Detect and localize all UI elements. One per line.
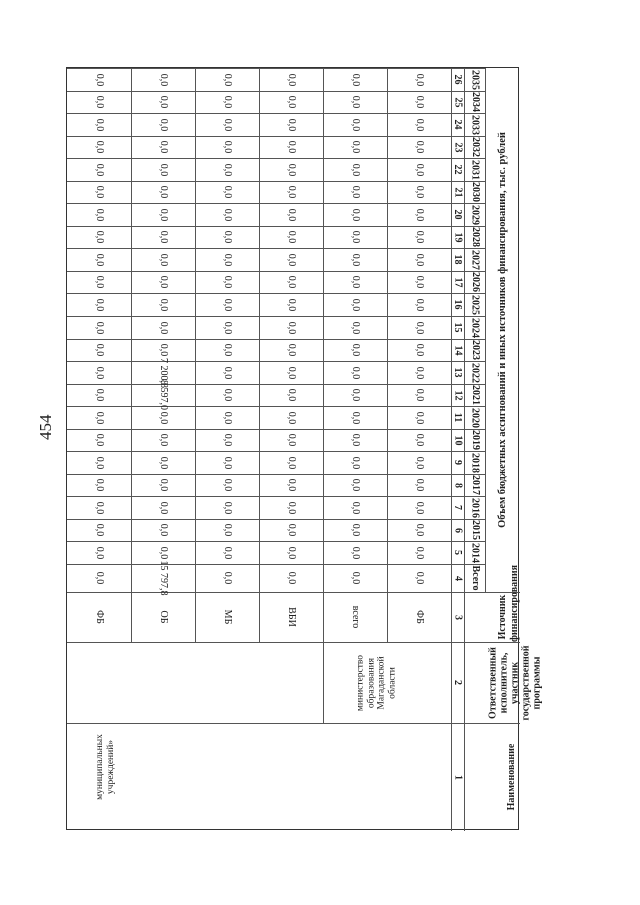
source-cell: МБ bbox=[222, 609, 233, 625]
value-cell: 0,0 bbox=[286, 433, 297, 447]
value-cell: 0,0 bbox=[158, 253, 169, 266]
year-label: 2035 bbox=[469, 69, 481, 90]
value-cell: 0,0 bbox=[286, 321, 297, 334]
value-cell: 0,0 bbox=[286, 523, 297, 537]
volume-title: Объем бюджетных ассигнований и иных источников финансирования, тыс. рублей bbox=[496, 132, 508, 528]
column-number: 11 bbox=[452, 412, 463, 423]
value-cell: 0,0 bbox=[286, 185, 297, 199]
column-number: 24 bbox=[452, 119, 463, 130]
value-cell: 0,0 bbox=[222, 366, 233, 379]
value-cell: 0,0 bbox=[222, 523, 233, 537]
value-cell: 0,0 bbox=[94, 366, 105, 379]
year-label: 2015 bbox=[469, 520, 481, 540]
value-cell: 0,0 bbox=[222, 163, 233, 176]
value-cell: 0,0 bbox=[414, 456, 425, 469]
value-cell: 0,0 bbox=[94, 185, 105, 199]
year-label: 2033 bbox=[469, 114, 481, 135]
total-cell: 0,0 bbox=[286, 571, 297, 585]
value-cell: 0,0 bbox=[414, 118, 425, 131]
column-number: 19 bbox=[452, 232, 463, 242]
value-cell: 0,0 bbox=[286, 411, 297, 424]
value-cell: 0,0 bbox=[94, 456, 105, 469]
value-cell: 0,0 bbox=[94, 388, 105, 402]
value-cell: 0,0 bbox=[222, 298, 233, 311]
value-cell: 0,0 bbox=[350, 140, 361, 154]
column-number: 25 bbox=[452, 97, 463, 107]
value-cell: 0,0 bbox=[350, 411, 361, 424]
column-number: 8 bbox=[452, 482, 463, 488]
value-cell: 0,0 bbox=[414, 546, 425, 559]
value-cell: 0,0 bbox=[158, 478, 169, 492]
value-cell: 0,0 bbox=[222, 230, 233, 244]
grid-line bbox=[323, 642, 324, 723]
column-number: 2 bbox=[452, 680, 463, 685]
value-cell: 0,0 bbox=[158, 343, 169, 357]
value-cell: 0,0 bbox=[350, 95, 361, 109]
value-cell: 0,0 bbox=[350, 321, 361, 334]
value-cell: 0,0 bbox=[222, 140, 233, 154]
value-cell: 0,0 bbox=[94, 95, 105, 109]
column-number: 12 bbox=[452, 390, 463, 400]
column-number: 13 bbox=[452, 367, 463, 378]
grid-line bbox=[485, 68, 486, 592]
year-label: 2022 bbox=[469, 362, 481, 383]
value-cell: 0,0 bbox=[414, 275, 425, 289]
year-label: 2026 bbox=[469, 272, 481, 292]
value-cell: 0,0 bbox=[286, 253, 297, 266]
total-cell: 0,0 bbox=[414, 571, 425, 585]
year-label: 2032 bbox=[469, 137, 481, 157]
column-number: 21 bbox=[452, 187, 463, 197]
value-cell: 0,0 bbox=[350, 298, 361, 311]
column-number: 16 bbox=[452, 299, 463, 310]
value-cell: 0,0 bbox=[350, 73, 361, 86]
value-cell: 0,0 bbox=[222, 95, 233, 109]
value-cell: 0,0 bbox=[158, 321, 169, 334]
value-cell: 0,0 bbox=[222, 253, 233, 266]
value-cell: 0,0 bbox=[350, 388, 361, 402]
year-label: 2028 bbox=[469, 227, 481, 247]
value-cell: 0,0 bbox=[158, 501, 169, 514]
total-cell: 0,0 bbox=[350, 571, 361, 585]
value-cell: 0,0 bbox=[286, 95, 297, 109]
value-cell: 0,0 bbox=[94, 118, 105, 131]
column-number: 4 bbox=[452, 575, 463, 581]
value-cell: 0,0 bbox=[286, 140, 297, 154]
value-cell: 0,0 bbox=[222, 546, 233, 559]
value-cell: 0,0 bbox=[286, 388, 297, 402]
value-cell: 0,0 bbox=[350, 230, 361, 244]
source-cell: ВБИ bbox=[286, 607, 297, 627]
value-cell: 0,0 bbox=[222, 73, 233, 86]
column-number: 7 bbox=[452, 505, 463, 510]
name-cell: муниципальных учреждений» bbox=[95, 734, 116, 800]
value-cell: 0,0 bbox=[94, 546, 105, 559]
value-cell: 0,0 bbox=[222, 118, 233, 131]
value-cell: 0,0 bbox=[158, 275, 169, 289]
value-cell: 0,0 bbox=[158, 185, 169, 199]
year-label: 2025 bbox=[469, 294, 481, 315]
total-cell: 0,0 bbox=[94, 571, 105, 585]
value-cell: 0,0 bbox=[158, 523, 169, 537]
name-header: Наименование bbox=[506, 743, 517, 811]
value-cell: 0,0 bbox=[94, 208, 105, 221]
year-label: 2034 bbox=[469, 92, 481, 112]
value-cell: 0,0 bbox=[350, 501, 361, 514]
value-cell: 0,0 bbox=[350, 118, 361, 131]
value-cell: 0,0 bbox=[414, 366, 425, 379]
grid-line bbox=[259, 68, 260, 642]
column-number: 14 bbox=[452, 345, 463, 355]
column-number: 18 bbox=[452, 254, 463, 265]
value-cell: 0,0 bbox=[350, 478, 361, 492]
value-cell: 0,0 bbox=[94, 275, 105, 289]
value-cell: 0,0 bbox=[94, 73, 105, 86]
value-cell: 0,0 bbox=[94, 523, 105, 537]
value-cell: 0,0 bbox=[286, 478, 297, 492]
year-label: 2021 bbox=[469, 385, 481, 405]
value-cell: 0,0 bbox=[222, 275, 233, 289]
executor-header: Ответственный исполнитель, участник государственной программы bbox=[487, 644, 542, 721]
value-cell: 0,0 bbox=[350, 275, 361, 289]
value-cell: 0,0 bbox=[158, 73, 169, 86]
value-cell: 0,0 bbox=[350, 185, 361, 199]
year-label: 2019 bbox=[469, 430, 481, 450]
year-label: 2016 bbox=[469, 497, 481, 518]
value-cell: 0,0 bbox=[94, 433, 105, 447]
value-cell: 0,0 bbox=[158, 411, 169, 424]
value-cell: 0,0 bbox=[350, 433, 361, 447]
grid-line bbox=[131, 68, 132, 642]
grid-line bbox=[387, 68, 388, 642]
value-cell: 0,0 bbox=[158, 163, 169, 176]
value-cell: 0,0 bbox=[158, 456, 169, 469]
year-label: 2031 bbox=[469, 159, 481, 180]
year-label: 2020 bbox=[469, 407, 481, 428]
value-cell: 0,0 bbox=[222, 478, 233, 492]
value-cell: 0,0 bbox=[158, 230, 169, 244]
year-label: 2017 bbox=[469, 475, 481, 495]
source-cell: ОБ bbox=[158, 610, 169, 624]
column-number: 6 bbox=[452, 527, 463, 533]
value-cell: 0,0 bbox=[414, 343, 425, 357]
value-cell: 0,0 bbox=[286, 73, 297, 86]
value-cell: 0,0 bbox=[414, 208, 425, 221]
value-cell: 0,0 bbox=[94, 140, 105, 154]
column-number: 22 bbox=[452, 164, 463, 175]
value-cell: 0,0 bbox=[286, 118, 297, 131]
value-cell: 0,0 bbox=[94, 343, 105, 357]
value-cell: 0,0 bbox=[414, 253, 425, 266]
value-cell: 0,0 bbox=[158, 298, 169, 311]
value-cell: 0,0 bbox=[94, 163, 105, 176]
value-cell: 0,0 bbox=[222, 321, 233, 334]
value-cell: 0,0 bbox=[94, 253, 105, 266]
value-cell: 0,0 bbox=[286, 275, 297, 289]
value-cell: 0,0 bbox=[350, 208, 361, 221]
value-cell: 0,0 bbox=[350, 253, 361, 266]
grid-line bbox=[323, 68, 324, 642]
value-cell: 0,0 bbox=[94, 478, 105, 492]
total-cell: 0,0 bbox=[222, 571, 233, 585]
value-cell: 0,0 bbox=[286, 298, 297, 311]
value-cell: 0,0 bbox=[350, 163, 361, 176]
value-cell: 0,0 bbox=[222, 501, 233, 514]
value-cell: 0,0 bbox=[286, 163, 297, 176]
column-number: 23 bbox=[452, 142, 463, 152]
column-number: 5 bbox=[452, 550, 463, 555]
year-label: 2027 bbox=[469, 249, 481, 270]
value-cell: 0,0 bbox=[222, 208, 233, 221]
total-header: Всего bbox=[469, 565, 481, 591]
value-cell: 0,0 bbox=[94, 501, 105, 514]
column-number: 9 bbox=[452, 460, 463, 465]
column-number: 10 bbox=[452, 435, 463, 445]
page-number: 454 bbox=[36, 414, 55, 440]
value-cell: 0,0 bbox=[414, 478, 425, 492]
value-cell: 0,0 bbox=[414, 321, 425, 334]
value-cell: 0,0 bbox=[222, 411, 233, 424]
value-cell: 0,0 bbox=[158, 208, 169, 221]
value-cell: 0,0 bbox=[350, 546, 361, 559]
value-cell: 0,0 bbox=[414, 163, 425, 176]
column-number: 15 bbox=[452, 322, 463, 333]
value-cell: 0,0 bbox=[222, 343, 233, 357]
column-number: 20 bbox=[452, 209, 463, 220]
value-cell: 0,0 bbox=[414, 433, 425, 447]
value-cell: 0,0 bbox=[222, 456, 233, 469]
value-cell: 0,0 bbox=[414, 501, 425, 514]
value-cell: 0,0 bbox=[94, 321, 105, 334]
column-number: 17 bbox=[452, 277, 463, 287]
value-cell: 0,0 bbox=[414, 73, 425, 86]
value-cell: 0,0 bbox=[414, 388, 425, 402]
value-cell: 0,0 bbox=[350, 343, 361, 357]
value-cell: 0,0 bbox=[414, 411, 425, 424]
value-cell: 0,0 bbox=[94, 230, 105, 244]
value-cell: 7 200,8 bbox=[158, 357, 169, 388]
value-cell: 0,0 bbox=[414, 185, 425, 199]
source-cell: ФБ bbox=[94, 610, 105, 624]
value-cell: 0,0 bbox=[94, 411, 105, 424]
year-label: 2023 bbox=[469, 340, 481, 360]
year-label: 2024 bbox=[469, 317, 481, 338]
value-cell: 0,0 bbox=[350, 366, 361, 379]
source-cell: ФБ bbox=[414, 610, 425, 624]
year-label: 2018 bbox=[469, 452, 481, 473]
value-cell: 0,0 bbox=[286, 456, 297, 469]
year-label: 2029 bbox=[469, 204, 481, 225]
executor-cell: министерство образования Магаданской области bbox=[355, 654, 397, 711]
value-cell: 0,0 bbox=[414, 95, 425, 109]
value-cell: 0,0 bbox=[286, 230, 297, 244]
value-cell: 0,0 bbox=[222, 185, 233, 199]
value-cell: 0,0 bbox=[414, 140, 425, 154]
value-cell: 8 597,0 bbox=[158, 380, 169, 410]
value-cell: 0,0 bbox=[414, 523, 425, 537]
year-label: 2014 bbox=[469, 542, 481, 563]
grid-line bbox=[195, 68, 196, 642]
year-label: 2030 bbox=[469, 182, 481, 202]
value-cell: 0,0 bbox=[94, 298, 105, 311]
value-cell: 0,0 bbox=[222, 433, 233, 447]
source-header: Источник финансирования bbox=[497, 564, 520, 642]
value-cell: 0,0 bbox=[350, 456, 361, 469]
value-cell: 0,0 bbox=[222, 388, 233, 402]
funding-table bbox=[66, 67, 542, 830]
value-cell: 0,0 bbox=[158, 95, 169, 109]
value-cell: 0,0 bbox=[414, 298, 425, 311]
column-number: 1 bbox=[452, 774, 463, 780]
value-cell: 0,0 bbox=[350, 523, 361, 537]
value-cell: 0,0 bbox=[286, 546, 297, 559]
value-cell: 0,0 bbox=[286, 501, 297, 514]
value-cell: 0,0 bbox=[286, 208, 297, 221]
value-cell: 0,0 bbox=[286, 366, 297, 379]
value-cell: 0,0 bbox=[158, 118, 169, 131]
column-number: 26 bbox=[452, 74, 463, 85]
source-cell: всего bbox=[350, 605, 361, 629]
value-cell: 0,0 bbox=[286, 343, 297, 357]
value-cell: 0,0 bbox=[414, 230, 425, 244]
column-number: 3 bbox=[452, 614, 463, 620]
value-cell: 0,0 bbox=[158, 433, 169, 447]
value-cell: 0,0 bbox=[158, 546, 169, 559]
value-cell: 0,0 bbox=[158, 140, 169, 154]
total-cell: 15 797,8 bbox=[158, 560, 169, 596]
